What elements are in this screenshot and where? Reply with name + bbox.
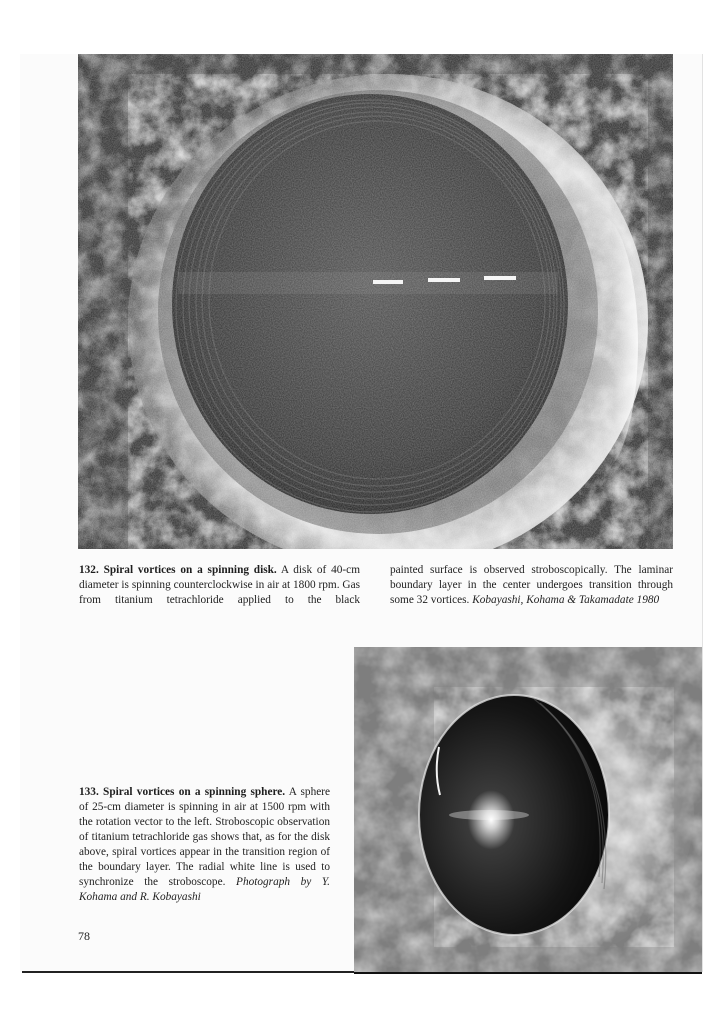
figure-133-number: 133.	[79, 786, 99, 798]
figure-133-credit: Photograph by Y. Kohama and R. Kobayashi	[79, 876, 330, 903]
figure-132-credit: Kobayashi, Kohama & Takamadate 1980	[472, 594, 660, 606]
figure-133-title: Spiral vortices on a spinning sphere.	[103, 786, 286, 798]
spinning-disk-image	[78, 54, 673, 549]
figure-132-caption-text-1: A disk of 40-cm diameter is spinning counterclockwise in air at 1800 rpm. Gas from titanium tetrachloride applied to the black	[79, 564, 360, 606]
figure-133-photo	[354, 647, 702, 974]
figure-133-caption-text: A sphere of 25-cm diameter is spinning in air at 1500 rpm with the rotation vector to the left. Stroboscopic observation of titanium tetrachloride gas shows that, as for the disk above, spiral vortices appear in the transition region of the boundary layer. The radial white line is used to synchronize the stroboscope.	[79, 786, 331, 888]
figure-132-title: Spiral vortices on a spinning disk.	[103, 564, 277, 576]
figure-132-caption-column-1	[79, 563, 360, 608]
figure-133-caption	[79, 785, 330, 905]
page-bottom-rule	[22, 971, 356, 973]
page-number: 78	[78, 929, 90, 943]
figure-132-caption-column-2	[390, 563, 673, 608]
figure-132-photo	[78, 54, 673, 549]
spinning-sphere-image	[354, 647, 702, 972]
figure-132-number: 132.	[79, 564, 99, 576]
figure-132-caption-text-2: painted surface is observed stroboscopically. The laminar boundary layer in the center undergoes transition through some 32 vortices.	[390, 564, 673, 606]
